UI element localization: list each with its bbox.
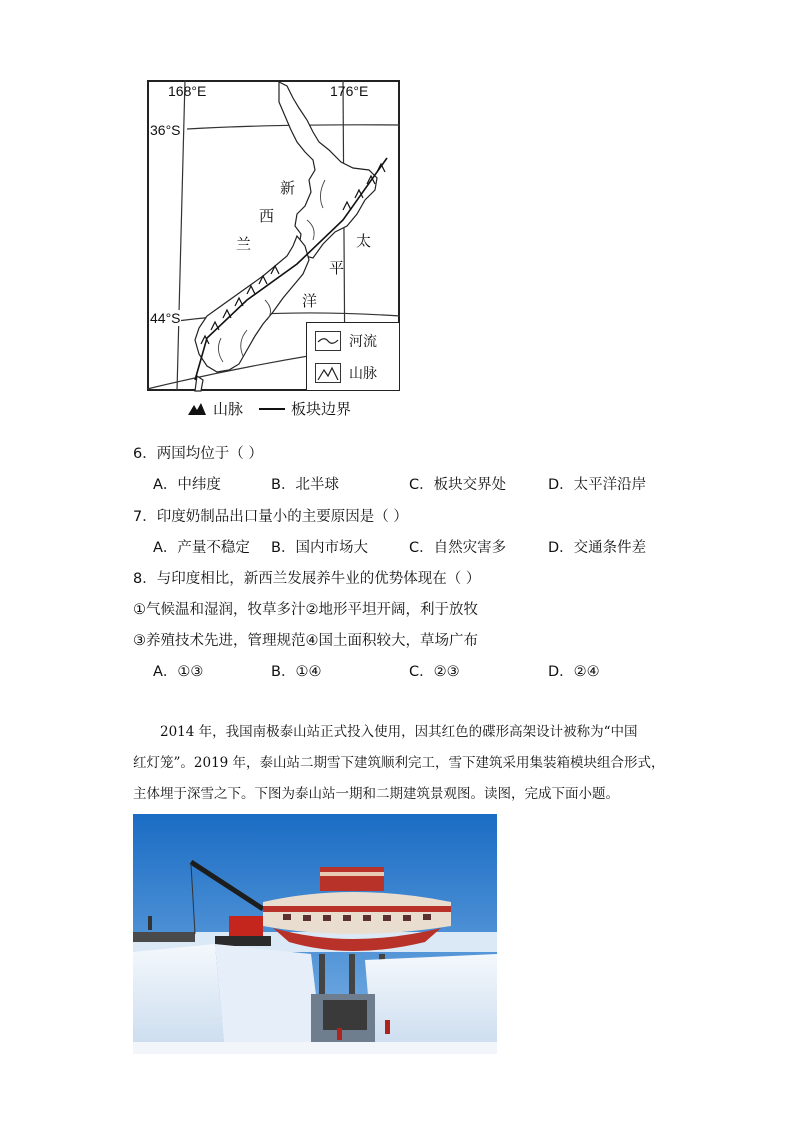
q6-option-c[interactable]: C．板块交界处: [409, 477, 507, 493]
station-disc: [263, 892, 451, 934]
caption-boundary-line: [259, 408, 285, 410]
south-island: [195, 236, 309, 372]
ocean-char-1: 太: [356, 232, 372, 250]
q7-option-b[interactable]: B．国内市场大: [271, 540, 368, 556]
taishan-passage: [133, 717, 673, 810]
snow-block-left: [215, 944, 323, 1054]
ocean-char-2: 平: [329, 259, 345, 277]
q6-option-b[interactable]: B．北半球: [271, 477, 339, 493]
legend-mountain-label: 山脉: [349, 366, 377, 382]
question-6-stem: 6．两国均位于（ ）: [133, 446, 263, 462]
legend-river: [315, 331, 377, 351]
lat-label-44: 44°S: [150, 310, 181, 326]
passage-line-2: 红灯笼”。2019 年，泰山站二期雪下建筑顺利完工，雪下建筑采用集装箱模块组合形式，: [133, 755, 665, 771]
lon-label-176: 176°E: [330, 83, 369, 99]
q8-statements-1: ①气候温和湿润，牧草多汁②地形平坦开阔，利于放牧: [133, 602, 478, 618]
q8-option-a[interactable]: A．①③: [153, 664, 204, 680]
q8-option-b[interactable]: B．①④: [271, 664, 322, 680]
mountain-icon: [315, 363, 341, 383]
ocean-char-3: 洋: [302, 292, 318, 310]
caption-mountain-icon: [187, 402, 207, 416]
caption-boundary-label: 板块边界: [291, 400, 352, 418]
map-caption: [187, 398, 351, 419]
q8-statements-2: ③养殖技术先进，管理规范④国土面积较大，草场广布: [133, 633, 478, 649]
country-char-1: 新: [280, 179, 296, 197]
lon-label-168: 168°E: [168, 83, 207, 99]
legend-mountain: [315, 363, 377, 383]
passage-line-3: 主体埋于深雪之下。下图为泰山站一期和二期建筑景观图。读图，完成下面小题。: [133, 786, 619, 802]
q7-option-c[interactable]: C．自然灾害多: [409, 540, 507, 556]
snow-block-right: [365, 954, 497, 1054]
legend-river-label: 河流: [349, 334, 377, 350]
country-char-3: 兰: [236, 235, 252, 253]
q6-option-a[interactable]: A．中纬度: [153, 477, 221, 493]
worker-left: [148, 916, 152, 930]
q8-option-d[interactable]: D．②④: [548, 664, 600, 680]
taishan-station-photo: [133, 814, 497, 1054]
station-top: [320, 867, 384, 891]
lat-label-36: 36°S: [150, 122, 181, 138]
caption-mountain-label: 山脉: [213, 400, 244, 418]
q7-option-a[interactable]: A．产量不稳定: [153, 540, 250, 556]
passage-line-1: 2014 年，我国南极泰山站正式投入使用，因其红色的碟形高架设计被称为“中国: [160, 724, 638, 740]
q6-option-d[interactable]: D．太平洋沿岸: [548, 477, 647, 493]
worker-trench: [337, 1028, 342, 1040]
q8-option-c[interactable]: C．②③: [409, 664, 460, 680]
q7-option-d[interactable]: D．交通条件差: [548, 540, 647, 556]
map-legend: [306, 322, 400, 391]
crane-body: [229, 916, 263, 938]
worker-right: [385, 1020, 390, 1034]
river-icon: [315, 331, 341, 351]
country-char-2: 西: [259, 207, 275, 225]
question-7-stem: 7．印度奶制品出口量小的主要原因是（ ）: [133, 509, 408, 525]
snow-wall-left: [133, 944, 225, 1054]
question-8-stem: 8．与印度相比，新西兰发展养牛业的优势体现在（ ）: [133, 571, 481, 587]
